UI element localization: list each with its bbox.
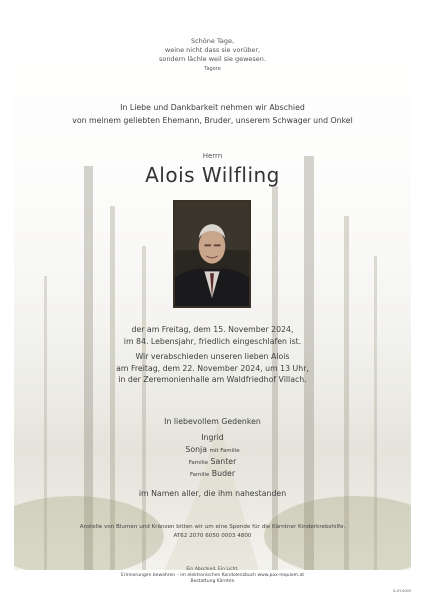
farewell-line-3: in der Zeremonienhalle am Waldfriedhof Villach.	[118, 375, 307, 384]
footer-line-1: Ein Abschied. Ein Licht.	[186, 567, 239, 572]
mourner-name: Sonja	[185, 445, 207, 454]
intro-line-2: von meinem geliebten Ehemann, Bruder, unserem Schwager und Onkel	[72, 116, 353, 125]
quote-line-2: weine nicht dass sie vorüber,	[164, 46, 261, 54]
mourner-name: Santer	[210, 457, 237, 466]
farewell-line-1: Wir verabschieden unseren lieben Alois	[135, 352, 290, 361]
farewell-line-2: am Freitag, dem 22. November 2024, um 13 Uhr,	[116, 363, 309, 373]
quote-line-1: Schöne Tage,	[190, 37, 235, 45]
mourner-ingrid	[0, 432, 425, 444]
print-code: D-XY-0000	[392, 589, 411, 593]
footer-line-3: Bestattung Kärnten	[190, 579, 235, 584]
mourner-buder	[0, 468, 425, 482]
footer-line-2: Erinnerungen bewahren – im elektronischen Kondolenzbuch www.pax-requiem.at	[120, 573, 304, 578]
quote-line-3: sondern lächle weil sie gewesen.	[159, 55, 266, 63]
donation-line: Anstelle von Blumen und Kränzen bitten wir um eine Spende für die Kärntner Kinderkrebshilfe.	[79, 524, 346, 530]
death-notice-line-1: der am Freitag, dem 15. November 2024,	[131, 325, 294, 334]
donation-iban: AT62 2070 6050 0003 4800	[173, 533, 252, 539]
mourner-prefix: Familie	[189, 472, 210, 478]
mourner-prefix: Familie	[188, 460, 209, 466]
deceased-name: Alois Wilfling	[145, 163, 280, 187]
portrait-photo	[173, 200, 251, 308]
intro-line-1: In Liebe und Dankbarkeit nehmen wir Abschied	[120, 103, 305, 112]
mourner-suffix: mit Familie	[209, 448, 240, 454]
mourner-name: Ingrid	[201, 433, 224, 442]
quote-author: Tagore	[204, 66, 221, 72]
closing-line: im Namen aller, die ihm nahestanden	[138, 489, 287, 498]
mourner-name: Buder	[211, 469, 236, 478]
death-notice-line-2: im 84. Lebensjahr, friedlich eingeschlafen ist.	[123, 336, 302, 346]
memory-heading: In liebevollem Gedenken	[164, 417, 261, 426]
salutation: Herrn	[202, 152, 223, 160]
